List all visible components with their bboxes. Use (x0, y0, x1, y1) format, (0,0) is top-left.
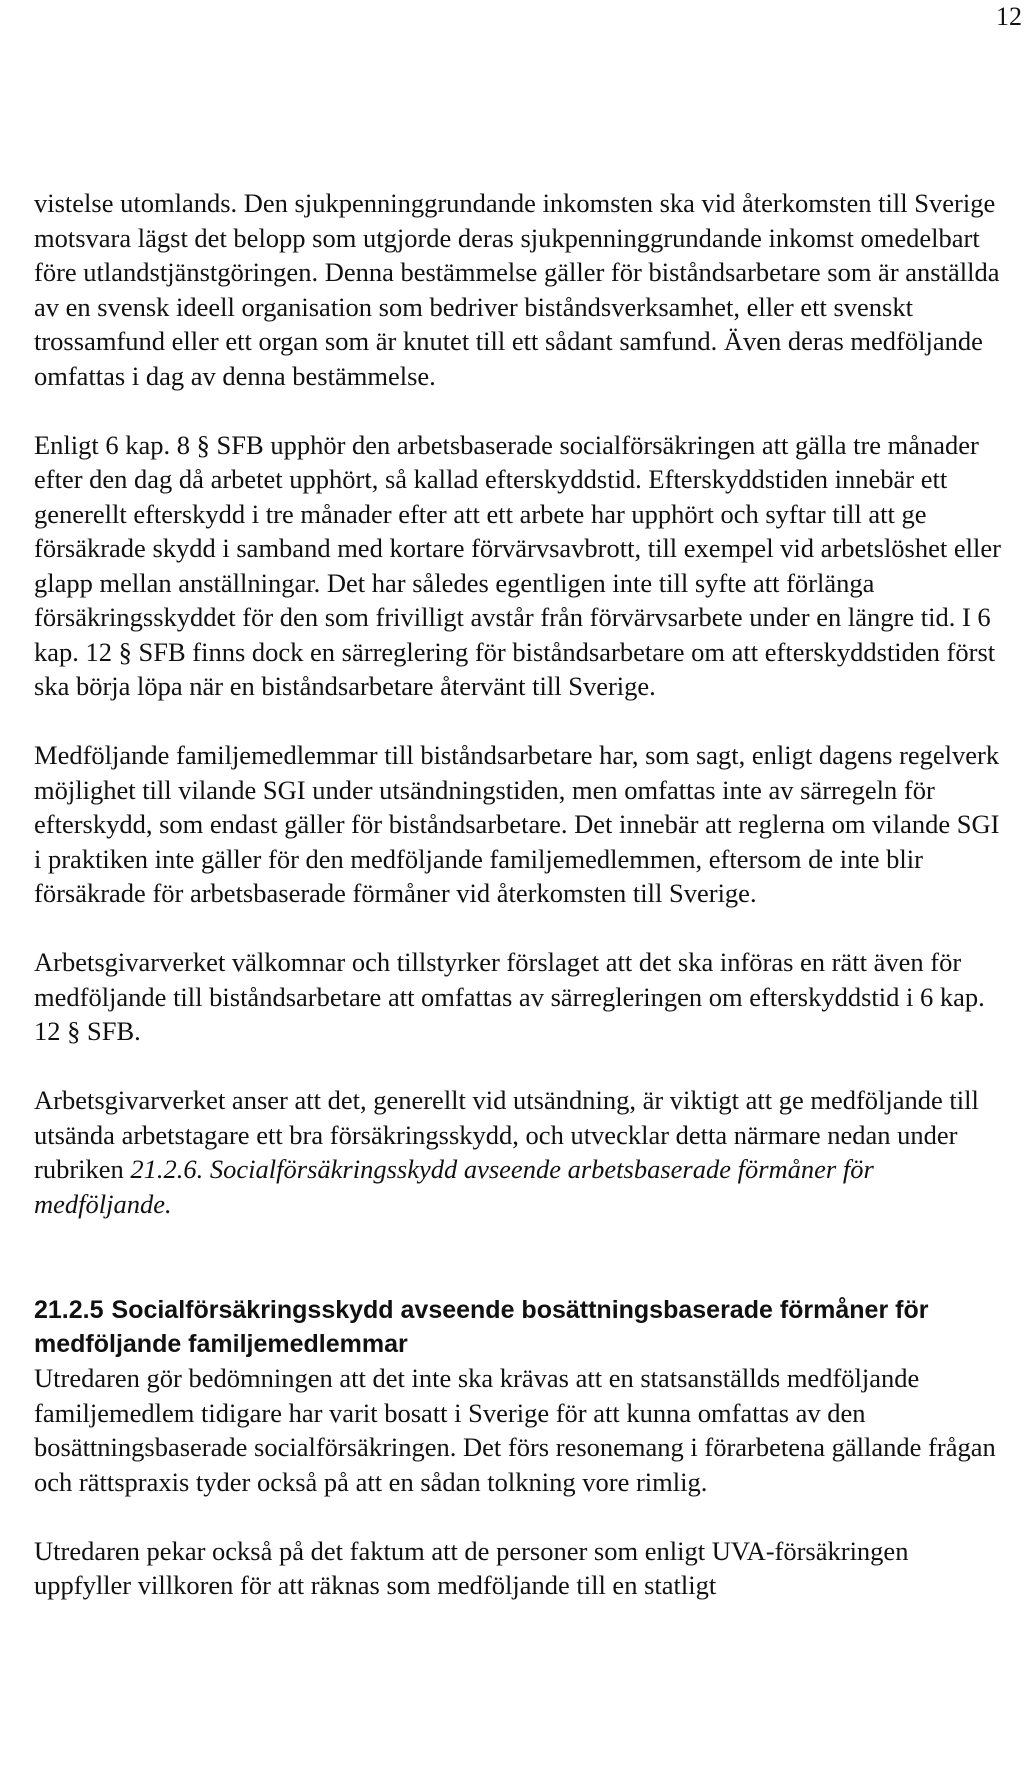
paragraph-5 (34, 1083, 1009, 1221)
section-number: 21.2.5 (34, 1296, 104, 1324)
paragraph-2: Enligt 6 kap. 8 § SFB upphör den arbetsbaserade socialförsäkringen att gälla tre månader efter den dag då arbetet upphört, så kallad efterskyddstid. Efterskyddstiden innebär ett generellt efterskydd i tre månader efter att ett arbete har upphört och syftar till att ge försäkrade skydd i samband med kortare förvärvsavbrott, till exempel vid arbetslöshet eller glapp mellan anställningar. Det har således egentligen inte till syfte att förlänga försäkringsskyddet för den som frivilligt avstår från förvärvsarbete under en längre tid. I 6 kap. 12 § SFB finns dock en särreglering för biståndsarbetare om att efterskyddstiden först ska börja löpa när en biståndsarbetare återvänt till Sverige. (34, 429, 1001, 701)
section-paragraph-2: Utredaren pekar också på det faktum att de personer som enligt UVA-försäkringen uppfyller villkoren för att räknas som medföljande till en statligt (34, 1535, 909, 1600)
paragraph-5-text: Arbetsgivarverket anser att det, generellt vid utsändning, är viktigt att ge medföljande till utsända arbetstagare ett bra försäkringsskydd, och utvecklar detta närmare nedan under rubriken (34, 1085, 979, 1184)
paragraph-4: Arbetsgivarverket välkomnar och tillstyrker förslaget att det ska införas en rätt även för medföljande till biståndsarbetare att omfattas av särregleringen om efterskyddstid i 6 kap. 12 § SFB. (34, 947, 985, 1046)
paragraph-3: Medföljande familjemedlemmar till biståndsarbetare har, som sagt, enligt dagens regelverk möjlighet till vilande SGI under utsändningstiden, men omfattas inte av särregeln för efterskydd, som endast gäller för biståndsarbetare. Det innebär att reglerna om vilande SGI i praktiken inte gäller för den medföljande familjemedlemmen, eftersom de inte blir försäkrade för arbetsbaserade förmåner vid återkomsten till Sverige. (34, 740, 1000, 908)
document-body (34, 186, 1009, 1603)
paragraph-1: vistelse utomlands. Den sjukpenninggrundande inkomsten ska vid återkomsten till Sverige motsvara lägst det belopp som utgjorde deras sjukpenninggrundande inkomst omedelbart före utlandstjänstgöringen. Denna bestämmelse gäller för biståndsarbetare som är anställda av en svensk ideell organisation som bedriver biståndsverksamhet, eller ett svenskt trossamfund eller ett organ som är knutet till ett sådant samfund. Även deras medföljande omfattas i dag av denna bestämmelse. (34, 188, 1000, 391)
cross-reference-heading: 21.2.6. Socialförsäkringsskydd avseende arbetsbaserade förmåner för medföljande. (34, 1154, 874, 1219)
page-number: 12 (996, 2, 1022, 31)
section-paragraph-1: Utredaren gör bedömningen att det inte ska krävas att en statsanställds medföljande familjemedlem tidigare har varit bosatt i Sverige för att kunna omfattas av den bosättningsbaserade socialförsäkringen. Det förs resonemang i förarbetena gällande frågan och rättspraxis tyder också på att en sådan tolkning vore rimlig. (34, 1363, 996, 1497)
section-title: Socialförsäkringsskydd avseende bosättningsbaserade förmåner för medföljande familjemedlemmar (34, 1296, 929, 1358)
section-heading (34, 1293, 1009, 1361)
